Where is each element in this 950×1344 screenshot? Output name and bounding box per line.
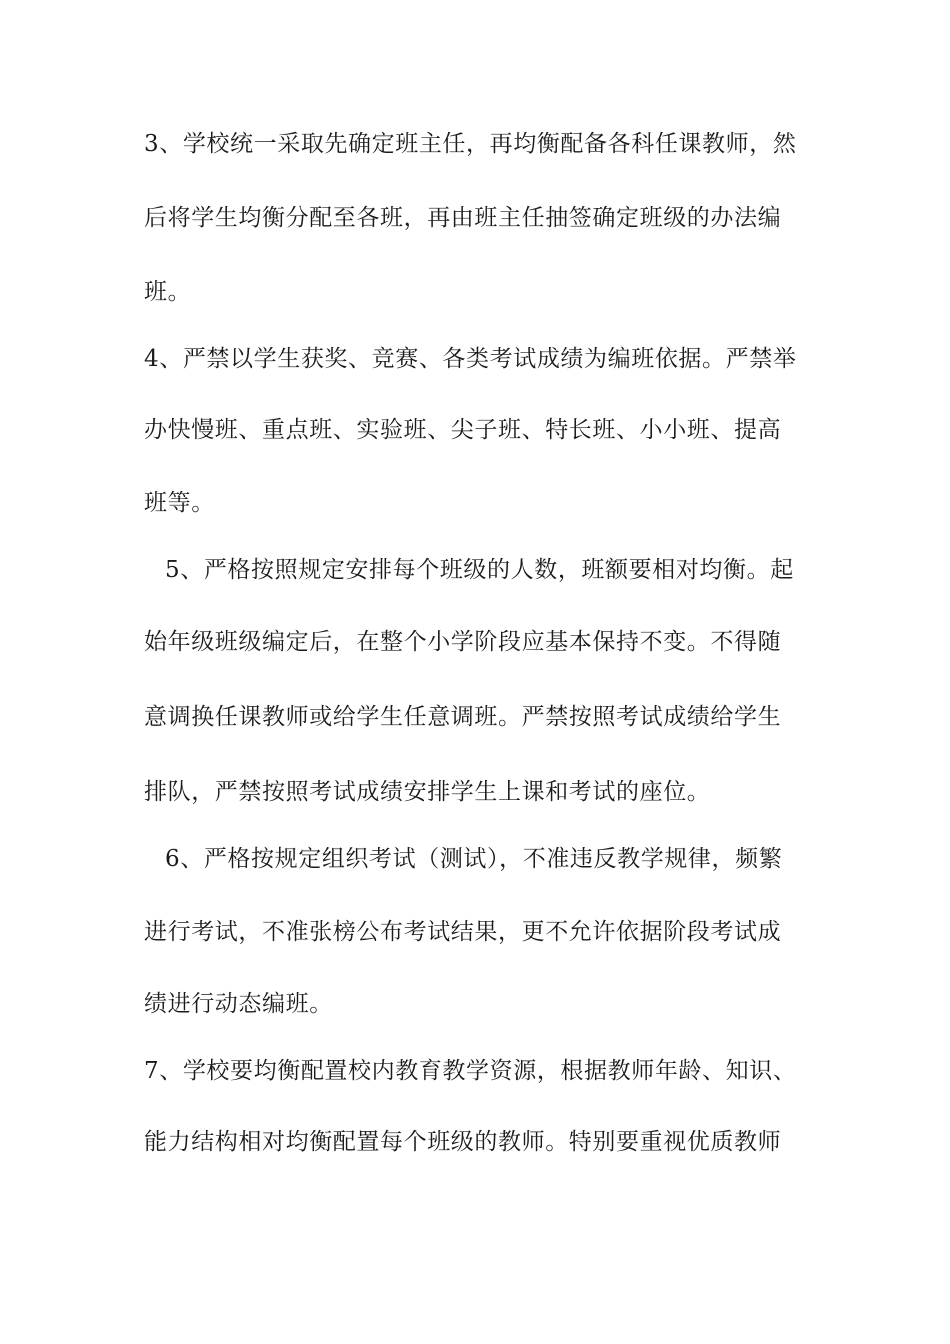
paragraph-7-line-1: 7、学校要均衡配置校内教育教学资源，根据教师年龄、知识、 <box>144 1058 797 1084</box>
paragraph-6-line-1: 6、严格按规定组织考试（测试），不准违反教学规律，频繁 <box>165 846 783 872</box>
paragraph-5-line-1: 5、严格按照规定安排每个班级的人数，班额要相对均衡。起 <box>165 557 794 583</box>
paragraph-5-line-2: 始年级班级编定后，在整个小学阶段应基本保持不变。不得随 <box>144 629 782 655</box>
paragraph-4-line-3: 班等。 <box>144 490 215 516</box>
paragraph-3-line-3: 班。 <box>144 279 192 305</box>
paragraph-4-line-1: 4、严禁以学生获奖、竞赛、各类考试成绩为编班依据。严禁举 <box>144 346 797 372</box>
paragraph-4-line-2: 办快慢班、重点班、实验班、尖子班、特长班、小小班、提高 <box>144 417 782 443</box>
paragraph-6-line-3: 绩进行动态编班。 <box>144 991 333 1017</box>
paragraph-7-line-2: 能力结构相对均衡配置每个班级的教师。特别要重视优质教师 <box>144 1129 782 1155</box>
paragraph-3-line-2: 后将学生均衡分配至各班，再由班主任抽签确定班级的办法编 <box>144 205 782 231</box>
paragraph-3-line-1: 3、学校统一采取先确定班主任，再均衡配备各科任课教师，然 <box>144 131 797 157</box>
paragraph-5-line-4: 排队，严禁按照考试成绩安排学生上课和考试的座位。 <box>144 779 711 805</box>
paragraph-6-line-2: 进行考试，不准张榜公布考试结果，更不允许依据阶段考试成 <box>144 919 782 945</box>
paragraph-5-line-3: 意调换任课教师或给学生任意调班。严禁按照考试成绩给学生 <box>144 704 782 730</box>
